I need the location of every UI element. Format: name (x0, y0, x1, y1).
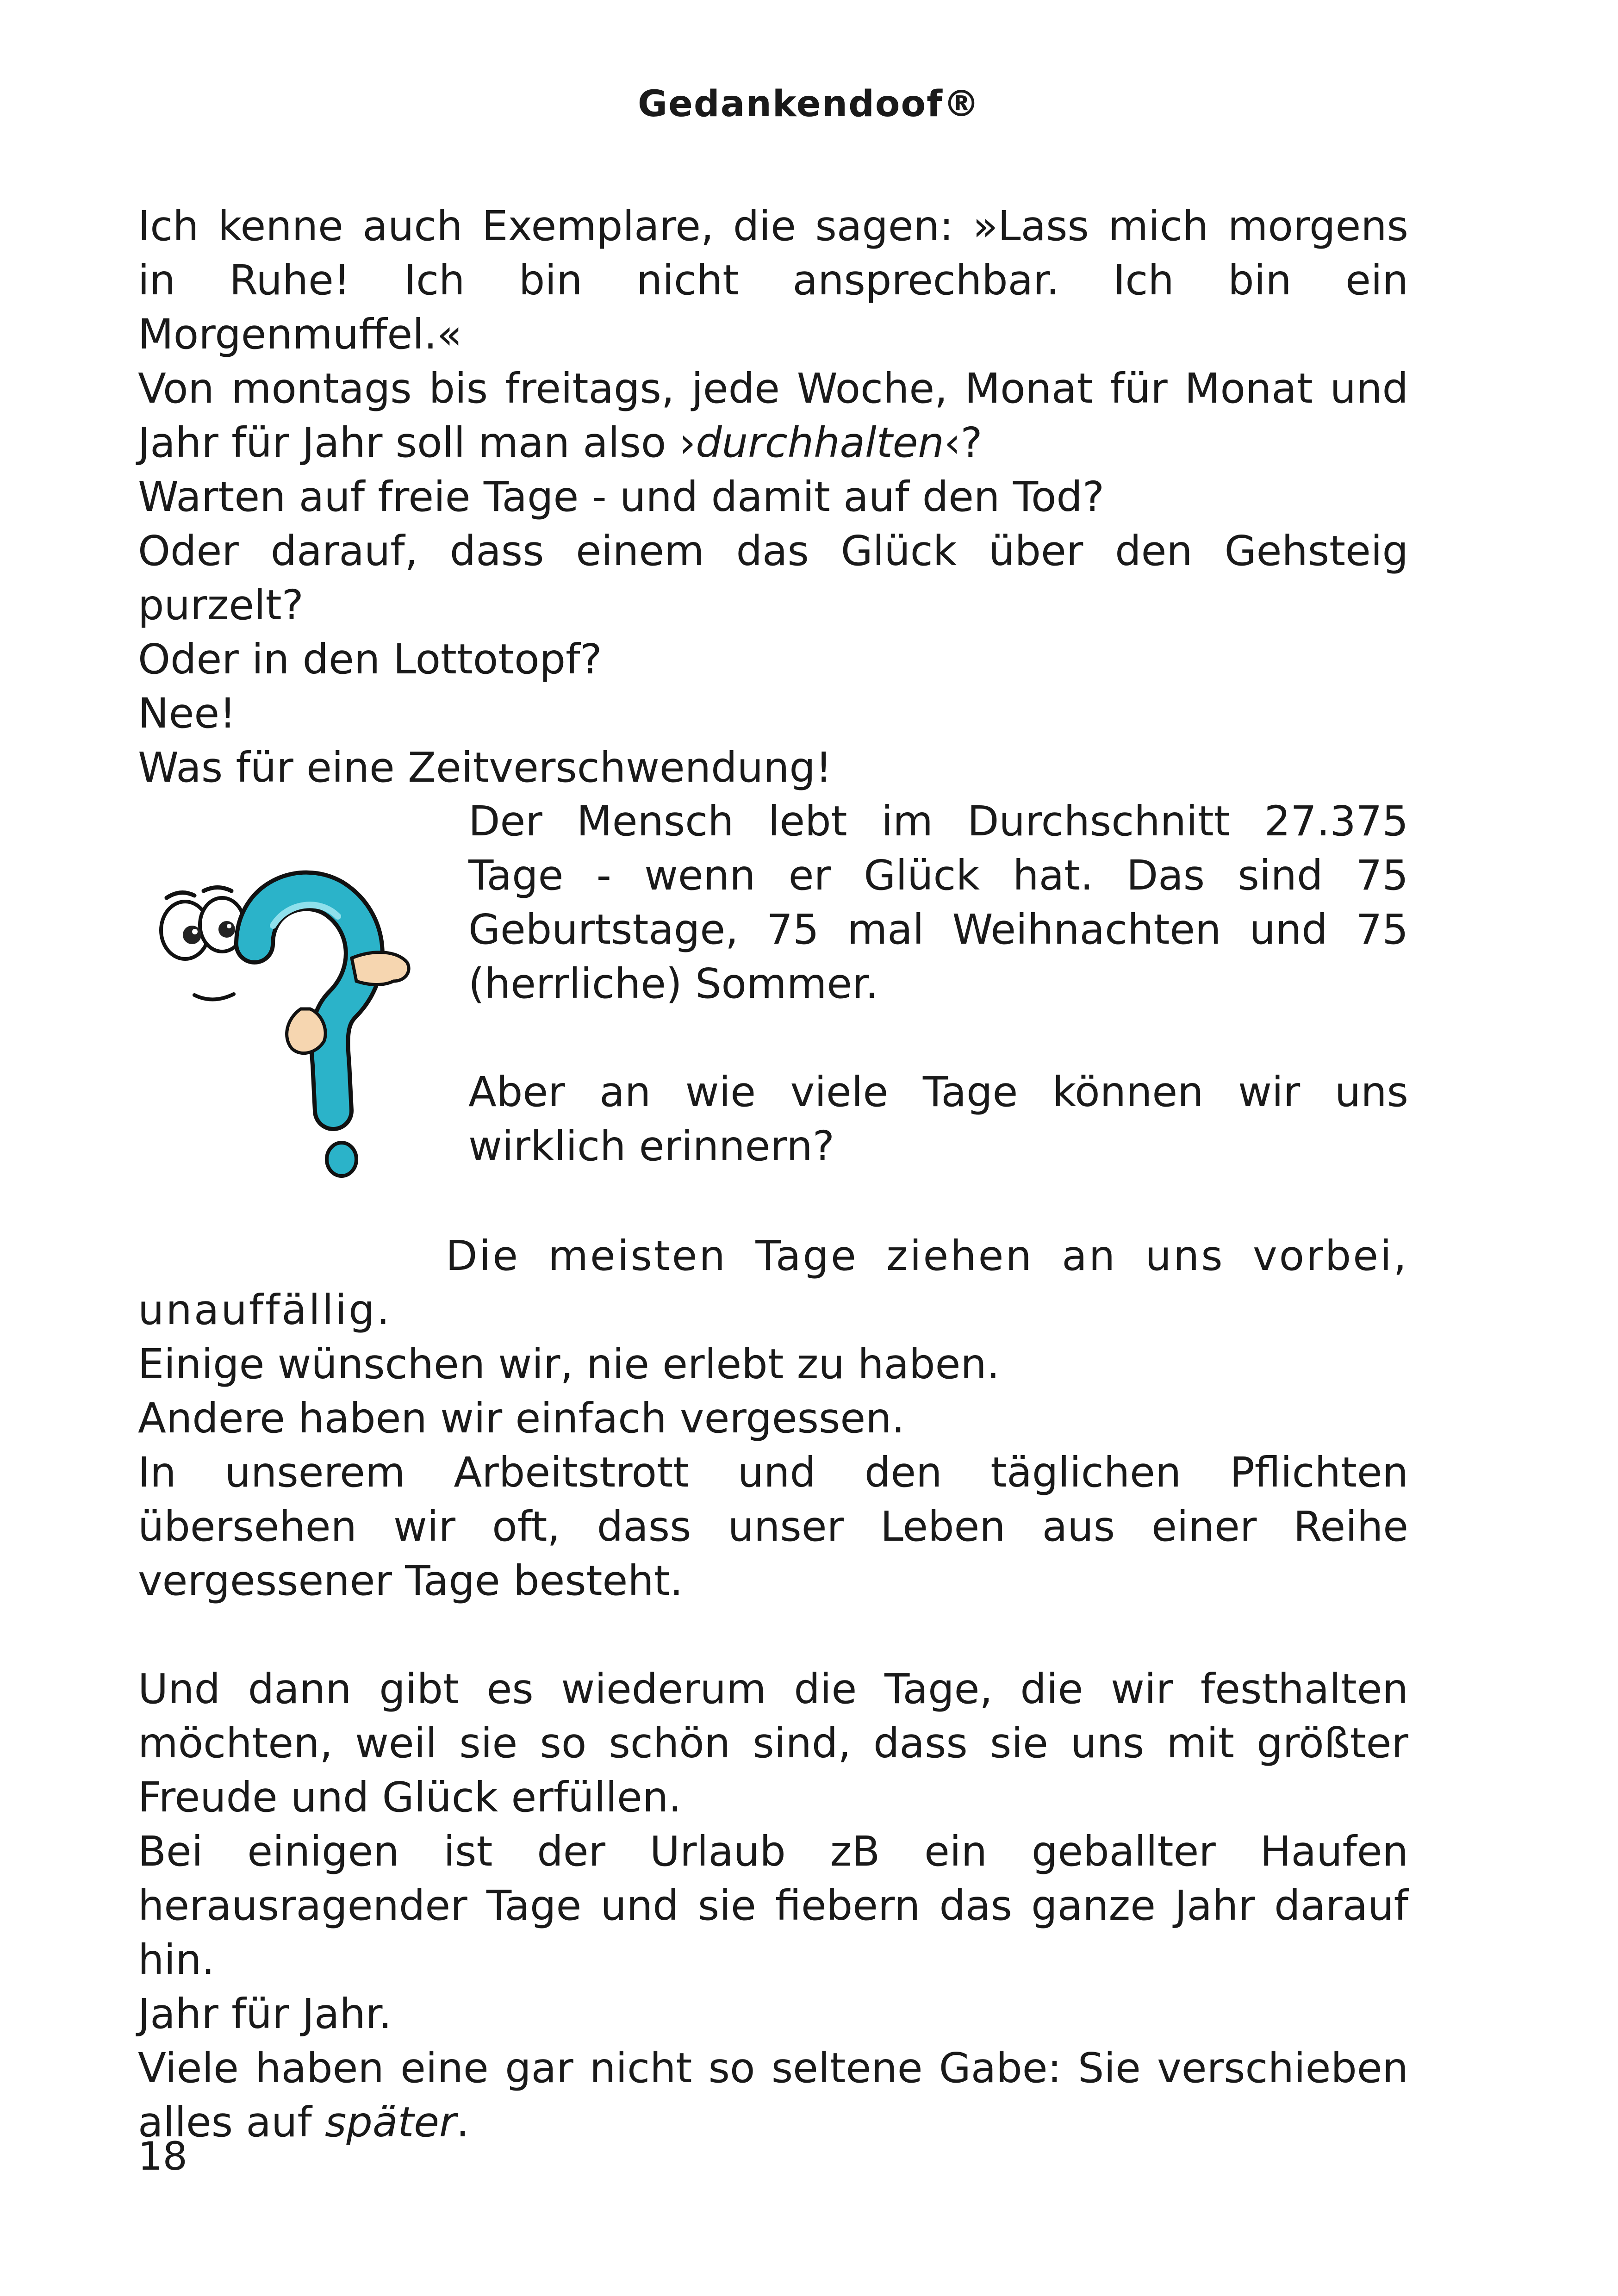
text-run: Viele haben eine gar nicht so seltene Gabe: Sie verschieben alles auf (138, 2044, 1408, 2146)
paragraph-line: In unserem Arbeitstrott und den täglichen Pflichten übersehen wir oft, dass unser Leben aus einer Reihe vergessener Tage besteht. (138, 1448, 1408, 1605)
paragraph-line: Und dann gibt es wiederum die Tage, die wir festhalten möchten, weil sie so schön sind, dass sie uns mit größter Freude und Glück erfüllen. (138, 1665, 1408, 1821)
paragraph-line: Die meisten Tage ziehen an uns vorbei, unauffällig. (138, 1232, 1408, 1334)
paragraph-line: Bei einigen ist der Urlaub zB ein geballter Haufen herausragender Tage und sie fiebern das ganze Jahr darauf hin. (138, 1827, 1408, 1984)
paragraph-vergessene-tage (138, 1229, 1408, 1608)
paragraph-durchhalten (138, 361, 1408, 795)
paragraph-gap (468, 1011, 1408, 1065)
running-header: Gedankendoof® (637, 83, 981, 125)
emphasis-text: durchhalten (696, 418, 944, 467)
text-run: . (456, 2098, 469, 2146)
paragraph-line: Was für eine Zeitverschwendung! (138, 743, 832, 791)
paragraph-line: Oder in den Lottotopf? (138, 635, 602, 683)
paragraph-text: Ich kenne auch Exemplare, die sagen: »Lass mich morgens in Ruhe! Ich bin nicht ansprechbar. Ich bin ein Morgenmuffel.« (138, 202, 1408, 358)
paragraph-line: Warten auf freie Tage - und damit auf den Tod? (138, 473, 1105, 521)
paragraph-line (138, 361, 1408, 470)
paragraph-lifespan: Der Mensch lebt im Durchschnitt 27.375 Tage - wenn er Glück hat. Das sind 75 Geburtstage, 75 mal Weihnachten und 75 (herrliche) Sommer. (468, 797, 1408, 1008)
page-number: 18 (138, 2134, 187, 2179)
paragraph-morgenmuffel (138, 199, 1408, 361)
paragraph-line: Einige wünschen wir, nie erlebt zu haben. (138, 1340, 1000, 1388)
emphasis-text: später (324, 2098, 456, 2146)
paragraph-question: Aber an wie viele Tage können wir uns wirklich erinnern? (468, 1068, 1408, 1170)
paragraph-line (138, 2041, 1408, 2149)
paragraph-line: Andere haben wir einfach vergessen. (138, 1394, 905, 1442)
sidebar-text-block (468, 794, 1408, 1173)
paragraph-line: Jahr für Jahr. (138, 1990, 392, 2038)
paragraph-line: Oder darauf, dass einem das Glück über den Gehsteig purzelt? (138, 527, 1408, 629)
paragraph-line: Nee! (138, 689, 236, 737)
text-run: Von montags bis freitags, jede Woche, Monat für Monat und Jahr für Jahr soll man also › (138, 364, 1408, 467)
question-mark-illustration (134, 870, 430, 1194)
text-run: ‹? (944, 418, 983, 467)
paragraph-schoene-tage (138, 1662, 1408, 2149)
